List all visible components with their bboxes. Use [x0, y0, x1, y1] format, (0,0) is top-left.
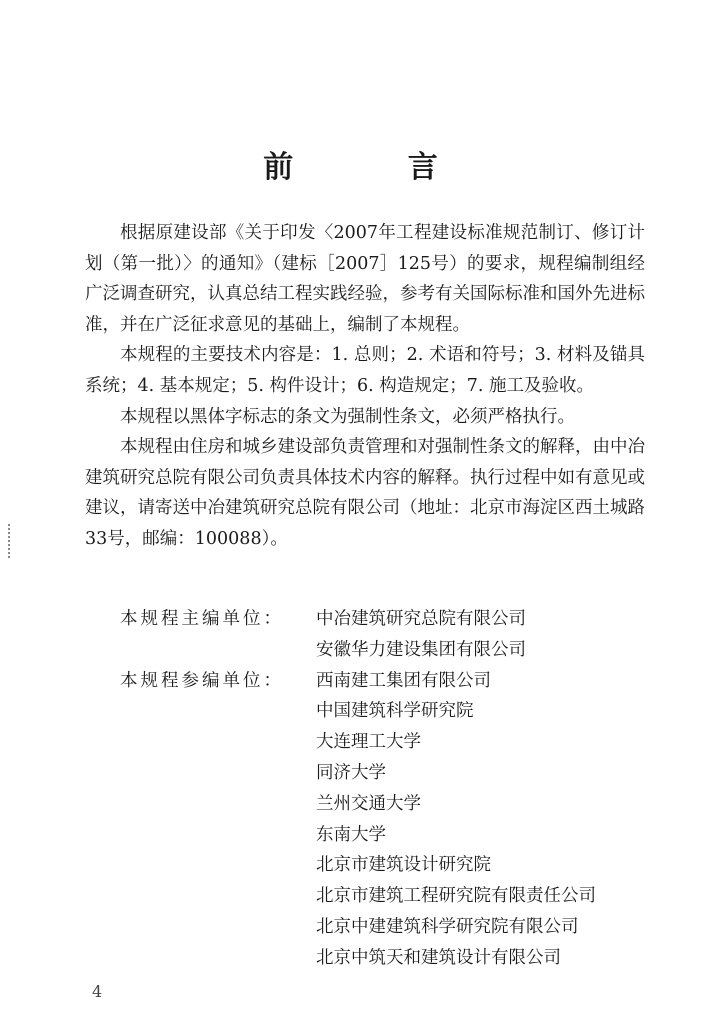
participating-unit: 北京市建筑设计研究院: [316, 855, 491, 876]
page-title: 前 言: [263, 150, 490, 185]
participating-unit: 东南大学: [316, 824, 386, 845]
chief-units-row: [120, 604, 596, 666]
preface-body: [85, 218, 645, 555]
participating-units-list: [316, 666, 596, 974]
units-section: [120, 604, 596, 974]
paragraph-mandatory: 本规程以黑体字标志的条文为强制性条文，必须严格执行。: [120, 406, 575, 427]
participating-unit: 北京中筑天和建筑设计有限公司: [316, 947, 561, 968]
paragraph-contents: 本规程的主要技术内容是：1. 总则；2. 术语和符号；3. 材料及锚具系统；4. 基本规定；5. 构件设计；6. 构造规定；7. 施工及验收。: [85, 345, 645, 396]
participating-unit: 北京市建筑工程研究院有限责任公司: [316, 886, 596, 907]
participating-unit: 中国建筑科学研究院: [316, 701, 474, 722]
paragraph-basis: 根据原建设部《关于印发〈2007年工程建设标准规范制订、修订计划（第一批）〉的通知》（建标［2007］125号）的要求，规程编制组经广泛调查研究，认真总结工程实践经验，参考有关国际标准和国外先进标准，并在广泛征求意见的基础上，编制了本规程。: [85, 223, 645, 335]
chief-units-label: 本规程主编单位：: [120, 609, 284, 629]
participating-unit: 同济大学: [316, 762, 386, 783]
participating-unit: 西南建工集团有限公司: [316, 670, 491, 691]
participating-units-label: 本规程参编单位：: [120, 670, 284, 691]
participating-unit: 北京中建建筑科学研究院有限公司: [316, 916, 579, 937]
chief-unit: 安徽华力建设集团有限公司: [316, 639, 526, 660]
participating-unit: 大连理工大学: [316, 732, 421, 753]
paragraph-management: 本规程由住房和城乡建设部负责管理和对强制性条文的解释，由中冶建筑研究总院有限公司负责具体技术内容的解释。执行过程中如有意见或建议，请寄送中冶建筑研究总院有限公司（地址：北京市海淀区西土城路33号，邮编：100088）。: [85, 437, 645, 549]
chief-unit: 中冶建筑研究总院有限公司: [316, 609, 526, 629]
participating-units-row: [120, 666, 596, 974]
chief-units-list: [316, 604, 526, 666]
binding-margin-mark: [8, 524, 14, 558]
page-number: 4: [92, 982, 103, 1001]
participating-unit: 兰州交通大学: [316, 793, 421, 814]
